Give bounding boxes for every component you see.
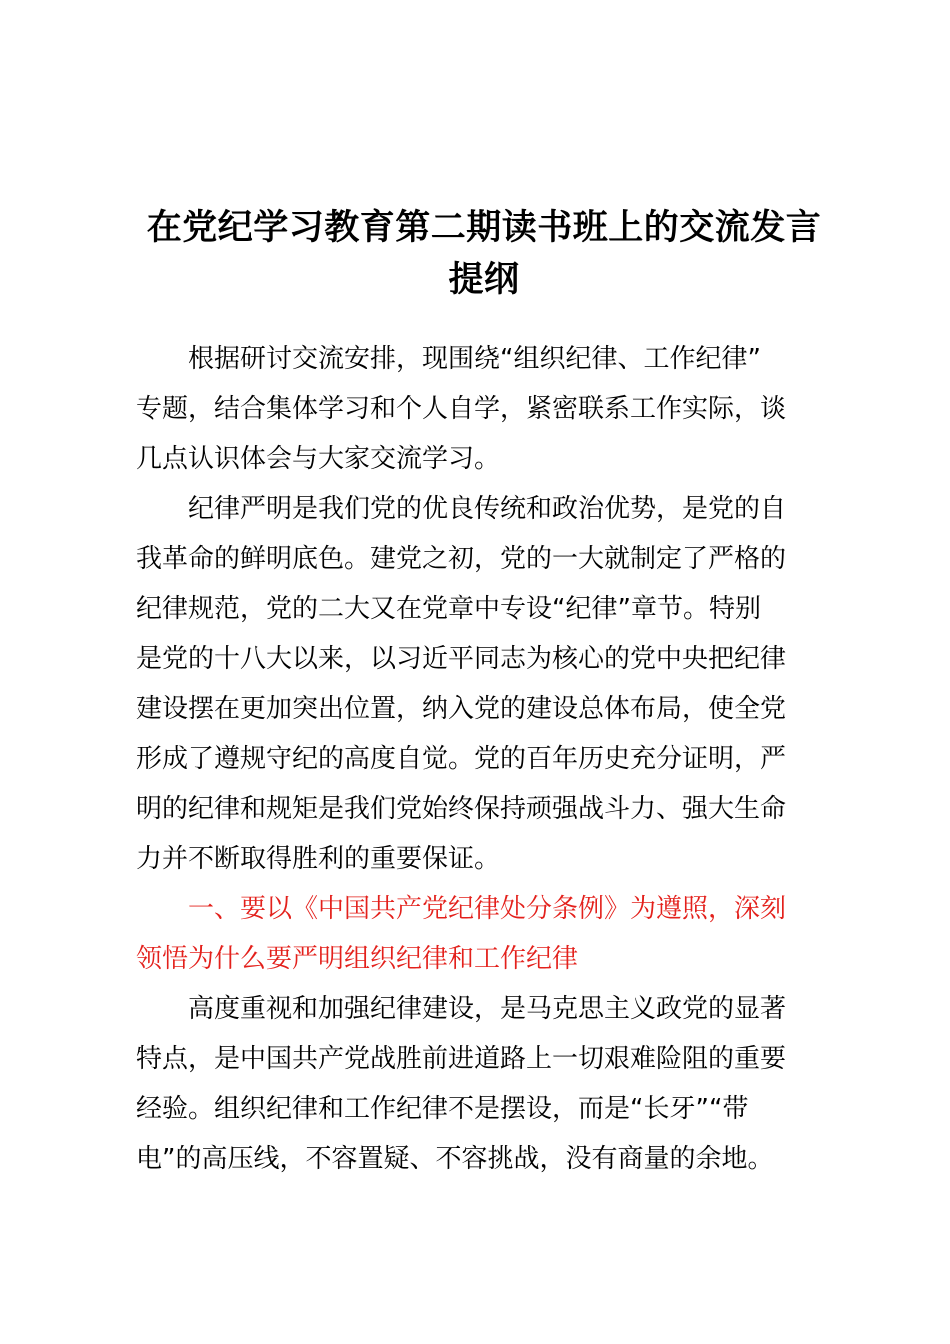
paragraph-intro: [136, 334, 832, 484]
paragraph-line: 根据研讨交流安排，现围绕“组织纪律、工作纪律”: [188, 344, 761, 374]
paragraph-line: 明的纪律和规矩是我们党始终保持顽强战斗力、强大生命: [136, 794, 787, 824]
paragraph-section-1: [136, 984, 832, 1184]
paragraph-line: 几点认识体会与大家交流学习。: [136, 444, 501, 474]
paragraph-line: 高度重视和加强纪律建设，是马克思主义政党的显著: [188, 994, 787, 1024]
title-line: 提纲: [448, 260, 520, 300]
paragraph-line: 纪律规范，党的二大又在党章中专设“纪律”章节。特别: [136, 594, 761, 624]
paragraph-line: 电”的高压线，不容置疑、不容挑战，没有商量的余地。: [136, 1144, 774, 1174]
paragraph-line: 建设摆在更加突出位置，纳入党的建设总体布局，使全党: [136, 694, 787, 724]
section-heading-1: [136, 884, 832, 984]
paragraph-line: 力并不断取得胜利的重要保证。: [136, 844, 501, 874]
document-body: [136, 334, 832, 1184]
paragraph-line: 专题，结合集体学习和个人自学，紧密联系工作实际，谈: [136, 394, 787, 424]
paragraph-discipline: [136, 484, 832, 884]
title-line: 在党纪学习教育第二期读书班上的交流发言: [146, 208, 822, 248]
document-content: [136, 202, 832, 1184]
paragraph-line: 特点，是中国共产党战胜前进道路上一切艰难险阻的重要: [136, 1044, 787, 1074]
heading-line: 一、要以《中国共产党纪律处分条例》为遵照，深刻: [188, 894, 787, 924]
paragraph-line: 是党的十八大以来，以习近平同志为核心的党中央把纪律: [136, 644, 787, 674]
paragraph-line: 纪律严明是我们党的优良传统和政治优势，是党的自: [188, 494, 787, 524]
document-title: [136, 202, 832, 306]
heading-line: 领悟为什么要严明组织纪律和工作纪律: [136, 944, 579, 974]
paragraph-line: 形成了遵规守纪的高度自觉。党的百年历史充分证明，严: [136, 744, 787, 774]
paragraph-line: 经验。组织纪律和工作纪律不是摆设，而是“长牙”“带: [136, 1094, 749, 1124]
paragraph-line: 我革命的鲜明底色。建党之初，党的一大就制定了严格的: [136, 544, 787, 574]
